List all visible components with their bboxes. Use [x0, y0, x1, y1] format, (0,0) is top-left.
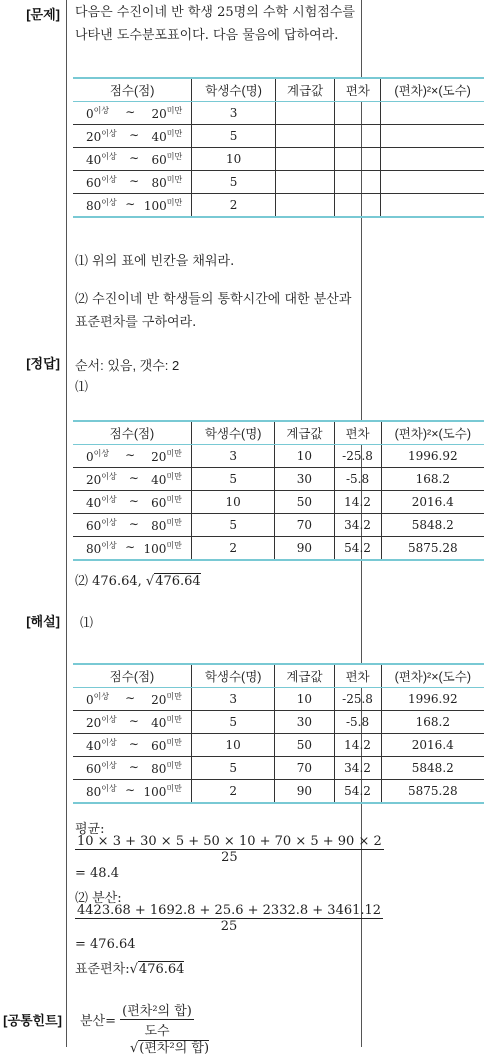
mean-denominator: 25	[221, 850, 238, 865]
header-score: 점수(점)	[73, 78, 192, 102]
range-low: $20^{이상}$	[86, 472, 117, 487]
range-low: $80^{이상}$	[86, 541, 117, 556]
class-value-cell: 90	[275, 780, 334, 804]
table-header-row	[73, 78, 484, 102]
class-value-cell: 30	[275, 711, 334, 734]
range-sep: ∼	[125, 540, 136, 554]
variance-label: ⑵ 분산:	[75, 891, 122, 906]
class-value-cell: 30	[275, 468, 334, 491]
question-2	[75, 288, 365, 334]
range-high: $100^{미만}$	[143, 198, 183, 213]
range-sep: ∼	[125, 448, 136, 462]
sq-dev-freq-cell: 5875.28	[381, 780, 484, 804]
range-low: $40^{이상}$	[86, 152, 117, 167]
range-high: $60^{미만}$	[151, 495, 182, 510]
deviation-cell: 34.2	[334, 757, 381, 780]
question-1: ⑴ 위의 표에 빈칸을 채워라.	[75, 254, 235, 269]
range-sep: ∼	[128, 714, 139, 728]
mean-numerator: 10 × 3 + 30 × 5 + 50 × 10 + 70 × 5 + 90 × 2	[77, 834, 382, 849]
hint-variance-label: 분산=	[80, 1014, 117, 1029]
class-value-cell: 50	[275, 491, 334, 514]
class-value-cell: 90	[275, 537, 334, 561]
sq-dev-freq-cell	[381, 194, 484, 218]
range-high: $40^{미만}$	[151, 715, 182, 730]
answer-label: [정답]	[26, 356, 60, 371]
range-sep: ∼	[125, 691, 136, 705]
mean-fraction	[75, 834, 384, 865]
sq-dev-freq-cell	[381, 171, 484, 194]
score-range-cell	[73, 148, 192, 171]
deviation-cell: -25.8	[334, 688, 381, 711]
score-range-cell	[73, 102, 192, 125]
deviation-cell: 34.2	[334, 514, 381, 537]
range-high: $20^{미만}$	[151, 449, 182, 464]
range-low: $40^{이상}$	[86, 495, 117, 510]
class-value-cell: 10	[275, 688, 334, 711]
count-cell: 2	[191, 537, 274, 561]
hint-variance	[80, 1000, 194, 1039]
class-value-cell	[275, 102, 334, 125]
range-high: $100^{미만}$	[143, 541, 182, 556]
header-count: 학생수(명)	[192, 78, 276, 102]
header-sq-dev-freq: (편차)²×(도수)	[381, 664, 484, 688]
range-sep: ∼	[125, 105, 136, 119]
answer-part-1: ⑴	[75, 380, 89, 395]
score-range-cell	[73, 711, 191, 734]
score-range-cell	[73, 125, 192, 148]
table-row	[73, 688, 484, 711]
header-score: 점수(점)	[73, 421, 191, 445]
score-range-cell	[73, 445, 191, 468]
range-sep: ∼	[128, 760, 139, 774]
count-cell: 5	[191, 711, 274, 734]
range-sep: ∼	[128, 737, 139, 751]
range-low: $0^{이상}$	[86, 106, 110, 121]
problem-text	[75, 1, 365, 47]
deviation-cell	[335, 171, 381, 194]
header-class-value: 계급값	[275, 421, 334, 445]
score-range-cell	[73, 171, 192, 194]
sq-dev-freq-cell: 2016.4	[381, 734, 484, 757]
sq-dev-freq-cell: 168.2	[381, 711, 484, 734]
range-sep: ∼	[128, 494, 139, 508]
deviation-cell: 14.2	[334, 491, 381, 514]
header-score: 점수(점)	[73, 664, 191, 688]
count-cell: 5	[191, 757, 274, 780]
count-cell: 3	[192, 102, 276, 125]
table-row	[73, 491, 484, 514]
question-2-line-2: 표준편차를 구하여라.	[75, 315, 197, 330]
table-row	[73, 171, 484, 194]
sqrt-sign: √	[130, 1041, 139, 1056]
score-range-cell	[73, 688, 191, 711]
mean-label: 평균:	[75, 822, 105, 837]
range-low: $80^{이상}$	[86, 198, 117, 213]
header-sq-dev-freq: (편차)²×(도수)	[381, 421, 484, 445]
explanation-label: [해설]	[26, 614, 60, 629]
table-row	[73, 468, 484, 491]
count-cell: 2	[192, 194, 276, 218]
range-high: $60^{미만}$	[151, 738, 182, 753]
hint-sd-partial-text: (편차²의 합)	[139, 1041, 210, 1056]
count-cell: 5	[192, 125, 276, 148]
range-high: $20^{미만}$	[151, 692, 182, 707]
header-deviation: 편차	[334, 421, 381, 445]
problem-line-1: 다음은 수진이네 반 학생 25명의 수학 시험점수를	[75, 5, 355, 20]
score-range-cell	[73, 468, 191, 491]
table-row	[73, 537, 484, 561]
table-header-row	[73, 421, 484, 445]
explanation-part-1: ⑴	[80, 616, 94, 631]
deviation-cell: 14.2	[334, 734, 381, 757]
deviation-cell	[335, 148, 381, 171]
answer-meta: 순서: 있음, 갯수: 2	[75, 358, 180, 373]
hint-variance-fraction	[120, 1000, 194, 1039]
class-value-cell: 70	[275, 757, 334, 780]
table-row	[73, 514, 484, 537]
sq-dev-freq-cell: 1996.92	[381, 445, 484, 468]
range-low: $0^{이상}$	[86, 449, 110, 464]
count-cell: 10	[192, 148, 276, 171]
header-class-value: 계급값	[275, 664, 334, 688]
hint-label: [공통힌트]	[3, 1013, 62, 1028]
range-sep: ∼	[129, 174, 140, 188]
deviation-cell: -5.8	[334, 711, 381, 734]
header-sq-dev-freq: (편차)²×(도수)	[381, 78, 484, 102]
table-row	[73, 148, 484, 171]
sq-dev-freq-cell: 5848.2	[381, 757, 484, 780]
range-low: $60^{이상}$	[86, 518, 117, 533]
count-cell: 2	[191, 780, 274, 804]
range-low: $20^{이상}$	[86, 715, 117, 730]
answer-table	[73, 420, 484, 561]
sq-dev-freq-cell: 5875.28	[381, 537, 484, 561]
deviation-cell: 54.2	[334, 780, 381, 804]
table-row	[73, 194, 484, 218]
count-cell: 5	[191, 468, 274, 491]
hint-variance-numerator: (편차²의 합)	[120, 1000, 194, 1020]
sq-dev-freq-cell: 5848.2	[381, 514, 484, 537]
header-count: 학생수(명)	[191, 664, 274, 688]
hint-variance-denominator: 도수	[144, 1024, 170, 1039]
table-row	[73, 445, 484, 468]
range-high: $80^{미만}$	[151, 518, 182, 533]
class-value-cell	[275, 148, 334, 171]
table-row	[73, 757, 484, 780]
sq-dev-freq-cell	[381, 125, 484, 148]
answer-part-2	[75, 570, 201, 589]
count-cell: 5	[191, 514, 274, 537]
score-range-cell	[73, 194, 192, 218]
range-high: $60^{미만}$	[151, 152, 183, 167]
range-low: $40^{이상}$	[86, 738, 117, 753]
variance-denominator: 25	[220, 919, 238, 934]
table-row	[73, 102, 484, 125]
deviation-cell: -5.8	[334, 468, 381, 491]
range-sep: ∼	[125, 783, 136, 797]
score-range-cell	[73, 780, 191, 804]
answer-part-2-text: ⑵ 476.64,	[75, 574, 146, 589]
sqrt-sign: √	[129, 962, 138, 977]
problem-table	[73, 77, 484, 218]
range-high: $20^{미만}$	[151, 106, 183, 121]
range-low: $0^{이상}$	[86, 692, 110, 707]
sq-dev-freq-cell: 168.2	[381, 468, 484, 491]
variance-result: = 476.64	[75, 937, 136, 952]
sq-dev-freq-cell	[381, 148, 484, 171]
count-cell: 3	[191, 445, 274, 468]
range-low: $80^{이상}$	[86, 784, 117, 799]
range-high: $80^{미만}$	[151, 761, 182, 776]
range-sep: ∼	[129, 128, 140, 142]
deviation-cell	[335, 125, 381, 148]
header-deviation: 편차	[335, 78, 381, 102]
table-row	[73, 125, 484, 148]
range-high: $80^{미만}$	[151, 175, 183, 190]
range-high: $40^{미만}$	[151, 129, 183, 144]
left-margin-rule	[66, 0, 67, 1047]
header-class-value: 계급값	[275, 78, 334, 102]
sd-sqrt-value: 476.64	[138, 962, 185, 977]
class-value-cell: 50	[275, 734, 334, 757]
sq-dev-freq-cell	[381, 102, 484, 125]
table-row	[73, 780, 484, 804]
sqrt-sign: √	[145, 574, 155, 589]
variance-fraction	[75, 903, 383, 934]
deviation-cell	[335, 102, 381, 125]
mean-result: = 48.4	[75, 866, 119, 881]
sd-line	[75, 958, 184, 977]
score-range-cell	[73, 491, 191, 514]
score-range-cell	[73, 734, 191, 757]
score-range-cell	[73, 537, 191, 561]
table-row	[73, 711, 484, 734]
range-sep: ∼	[128, 517, 139, 531]
answer-sqrt-value: 476.64	[155, 574, 201, 589]
variance-numerator: 4423.68 + 1692.8 + 25.6 + 2332.8 + 3461.12	[77, 903, 382, 918]
range-high: $100^{미만}$	[143, 784, 182, 799]
deviation-cell	[335, 194, 381, 218]
header-count: 학생수(명)	[191, 421, 274, 445]
range-sep: ∼	[125, 197, 136, 211]
sd-label: 표준편차:	[75, 962, 130, 977]
deviation-cell: 54.2	[334, 537, 381, 561]
range-low: $60^{이상}$	[86, 761, 117, 776]
range-sep: ∼	[128, 471, 139, 485]
table-header-row	[73, 664, 484, 688]
header-deviation: 편차	[334, 664, 381, 688]
deviation-cell: -25.8	[334, 445, 381, 468]
class-value-cell	[275, 171, 334, 194]
range-low: $20^{이상}$	[86, 129, 117, 144]
range-sep: ∼	[129, 151, 140, 165]
problem-line-2: 나타낸 도수분포표이다. 다음 물음에 답하여라.	[75, 28, 339, 43]
class-value-cell: 70	[275, 514, 334, 537]
class-value-cell	[275, 125, 334, 148]
range-high: $40^{미만}$	[151, 472, 182, 487]
table-row	[73, 734, 484, 757]
count-cell: 3	[191, 688, 274, 711]
explanation-table	[73, 663, 484, 804]
count-cell: 10	[191, 734, 274, 757]
class-value-cell: 10	[275, 445, 334, 468]
score-range-cell	[73, 514, 191, 537]
problem-label: [문제]	[26, 7, 60, 22]
sq-dev-freq-cell: 1996.92	[381, 688, 484, 711]
count-cell: 10	[191, 491, 274, 514]
score-range-cell	[73, 757, 191, 780]
sq-dev-freq-cell: 2016.4	[381, 491, 484, 514]
question-2-line-1: ⑵ 수진이네 반 학생들의 통학시간에 대한 분산과	[75, 292, 352, 307]
range-low: $60^{이상}$	[86, 175, 117, 190]
count-cell: 5	[192, 171, 276, 194]
class-value-cell	[275, 194, 334, 218]
